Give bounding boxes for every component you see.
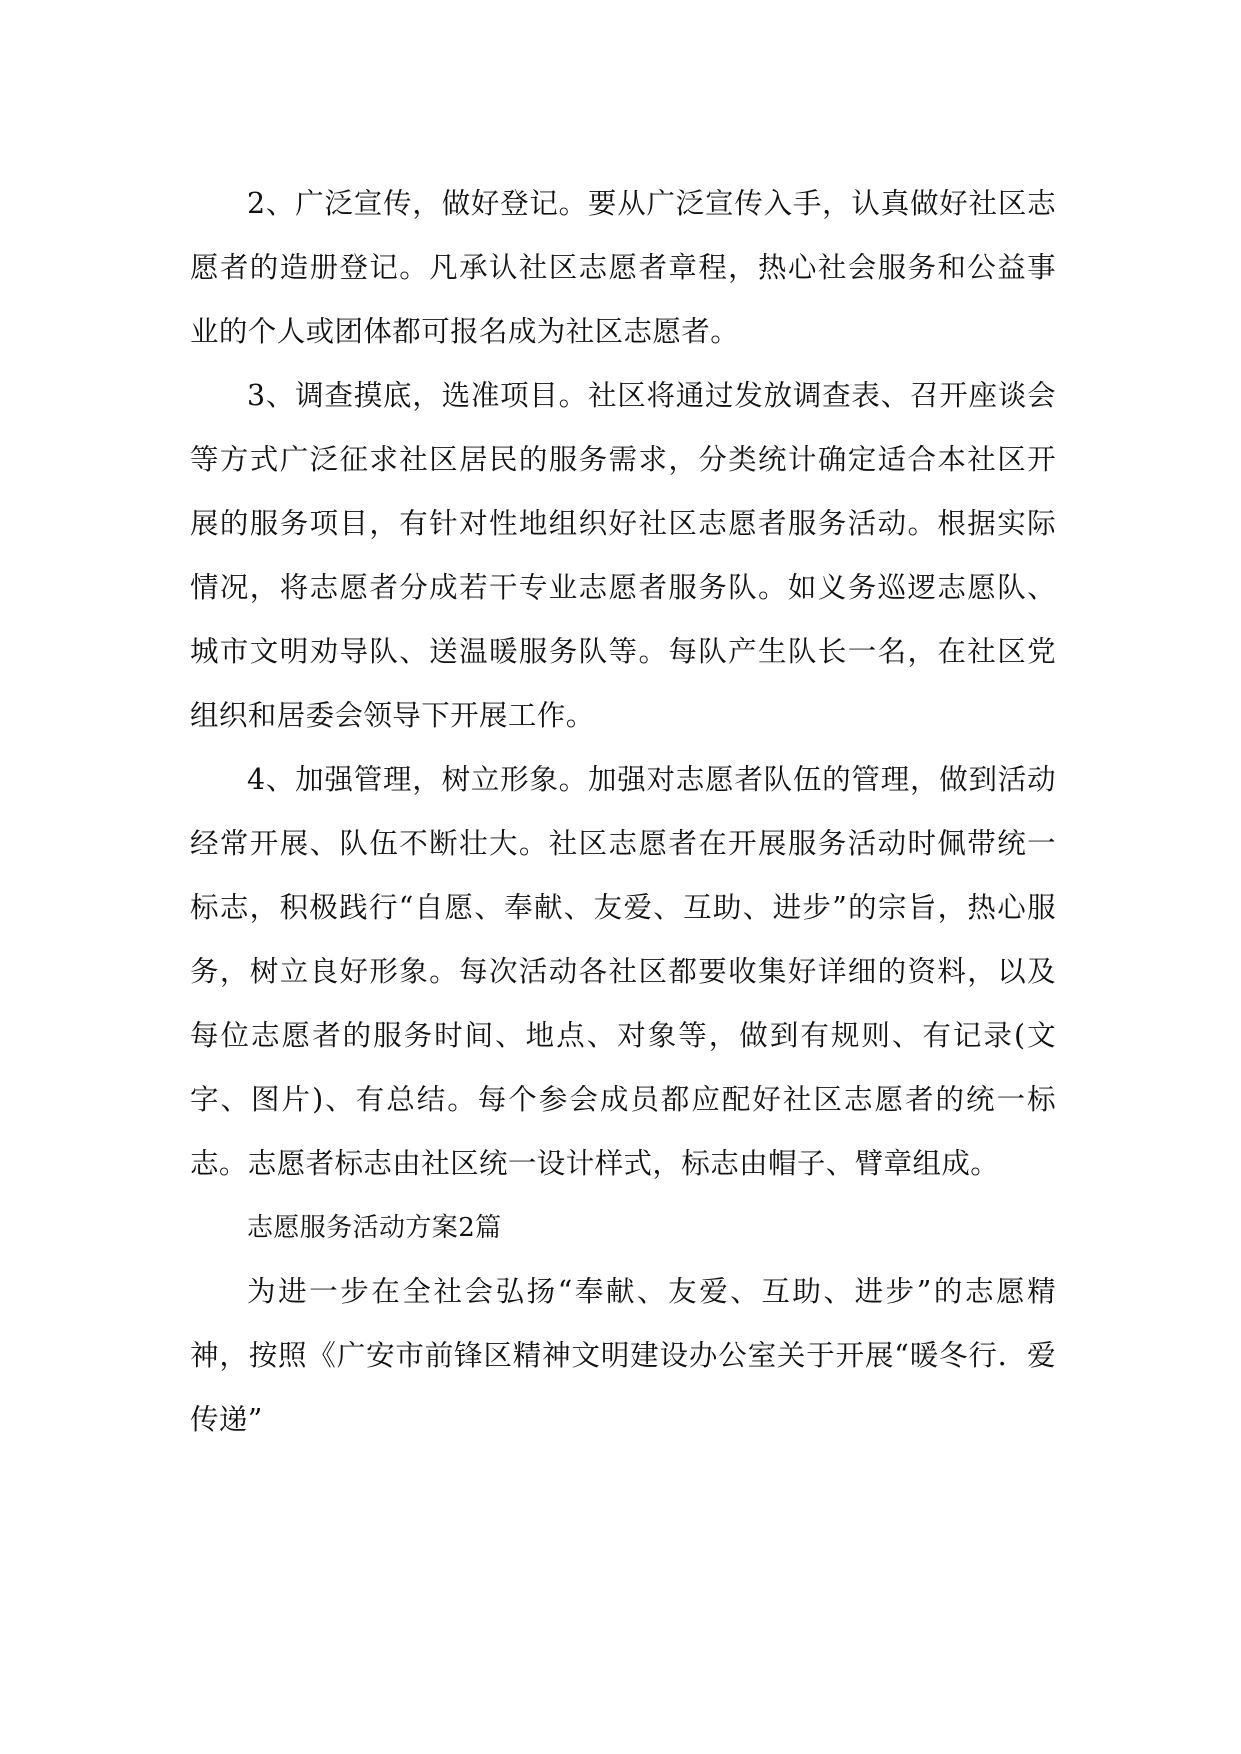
paragraph-item-3: 3、调查摸底，选准项目。社区将通过发放调查表、召开座谈会等方式广泛征求社区居民的服务需求，分类统计确定适合本社区开展的服务项目，有针对性地组织好社区志愿者服务活动。根据实际情况，将志愿者分成若干专业志愿者服务队。如义务巡逻志愿队、城市文明劝导队、送温暖服务队等。每队产生队长一名，在社区党组织和居委会领导下开展工作。 xyxy=(190,379,1056,732)
document-body xyxy=(190,172,1056,1452)
closing-paragraph: 为进一步在全社会弘扬“奉献、友爱、互助、进步”的志愿精神，按照《广安市前锋区精神文明建设办公室关于开展“暖冬行．爱传递” xyxy=(190,1275,1056,1436)
section-heading: 志愿服务活动方案2篇 xyxy=(247,1213,502,1243)
paragraph-item-4: 4、加强管理，树立形象。加强对志愿者队伍的管理，做到活动经常开展、队伍不断壮大。社区志愿者在开展服务活动时佩带统一标志，积极践行“自愿、奉献、友爱、互助、进步”的宗旨，热心服务，树立良好形象。每次活动各社区都要收集好详细的资料，以及每位志愿者的服务时间、地点、对象等，做到有规则、有记录(文字、图片)、有总结。每个参会成员都应配好社区志愿者的统一标志。志愿者标志由社区统一设计样式，标志由帽子、臂章组成。 xyxy=(190,763,1056,1180)
paragraph-item-2: 2、广泛宣传，做好登记。要从广泛宣传入手，认真做好社区志愿者的造册登记。凡承认社区志愿者章程，热心社会服务和公益事业的个人或团体都可报名成为社区志愿者。 xyxy=(190,187,1056,348)
